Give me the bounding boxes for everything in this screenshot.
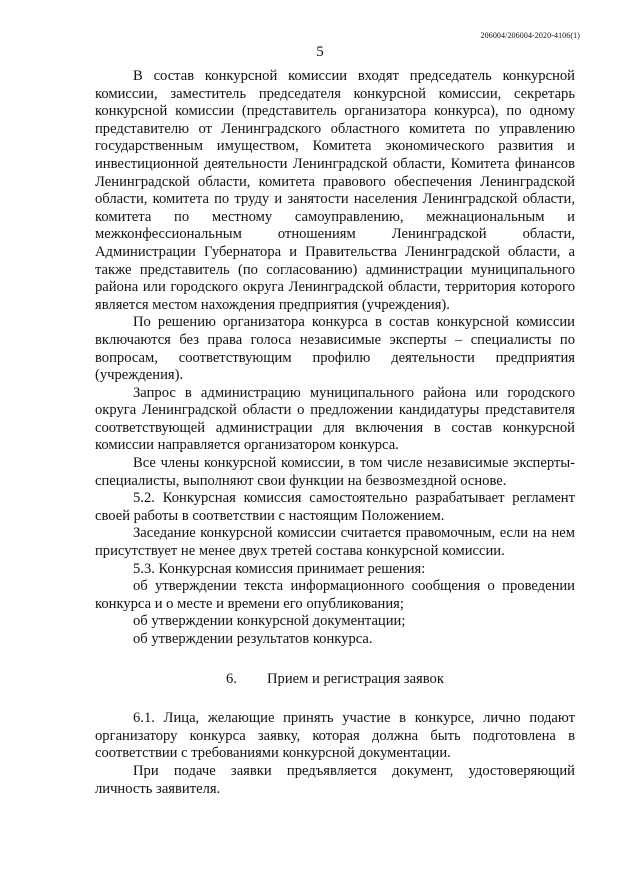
paragraph-commission-composition: В состав конкурсной комиссии входят председатель конкурсной комиссии, заместитель председателя конкурсной комиссии, секретарь конкурсной комиссии (представитель организатора конкурса), по одному представителю от Ленинградского областного комитета по управлению государственным имуществом, Комитета экономического развития и инвестиционной деятельности Ленинградской области, Комитета финансов Ленинградской области, комитета правового обеспечения Ленинградской области, комитета по труду и занятости населения Ленинградской области, комитета по местному самоуправлению, межнациональным и межконфессиональным отношениям Ленинградской области, Администрации Губернатора и Правительства Ленинградской области, а также представитель (по согласованию) администрации муниципального района или городского округа Ленинградской области, территория которого является местом нахождения предприятия (учреждения). <box>95 68 575 313</box>
paragraph-independent-experts: По решению организатора конкурса в состав конкурсной комиссии включаются без права голоса независимые эксперты – специалисты по вопросам, соответствующим профилю деятельности предприятия (учреждения). <box>95 314 575 384</box>
list-item-decision-results: об утверждении результатов конкурса. <box>133 631 373 647</box>
paragraph-quorum: Заседание конкурсной комиссии считается правомочным, если на нем присутствует не менее двух третей состава конкурсной комиссии. <box>95 525 575 560</box>
paragraph-5-2-regulation: 5.2. Конкурсная комиссия самостоятельно разрабатывает регламент своей работы в соответствии с настоящим Положением. <box>95 490 575 524</box>
section-number: 6. <box>226 670 237 687</box>
paragraph-administration-request: Запрос в администрацию муниципального района или городского округа Ленинградской области о предложении кандидатуры представителя соответствующей администрации для включения в состав конкурсной комиссии направляется организатором конкурса. <box>95 384 575 454</box>
section-title: Прием и регистрация заявок <box>266 670 444 687</box>
list-item-decision-info-message: об утверждении текста информационного сообщения о проведении конкурса и о месте и времени его опубликования; <box>95 578 575 612</box>
page-number: 5 <box>316 44 324 60</box>
paragraph-members-unpaid: Все члены конкурсной комиссии, в том числе независимые эксперты-специалисты, выполняют свои функции на безвозмездной основе. <box>95 455 575 489</box>
paragraph-6-1-application: 6.1. Лица, желающие принять участие в конкурсе, лично подают организатору конкурса заявку, которая должна быть подготовлена в соответствии с требованиями конкурсной документации. <box>95 710 575 762</box>
doc-id: 206004/206004-2020-4106(1) <box>480 31 580 40</box>
section-heading <box>95 671 575 689</box>
paragraph-5-3-decisions: 5.3. Конкурсная комиссия принимает решения: <box>133 560 426 577</box>
paragraph-identity-document: При подаче заявки предъявляется документ, удостоверяющий личность заявителя. <box>95 762 575 797</box>
list-item-decision-documentation: об утверждении конкурсной документации; <box>133 613 406 630</box>
body-text <box>95 68 575 798</box>
